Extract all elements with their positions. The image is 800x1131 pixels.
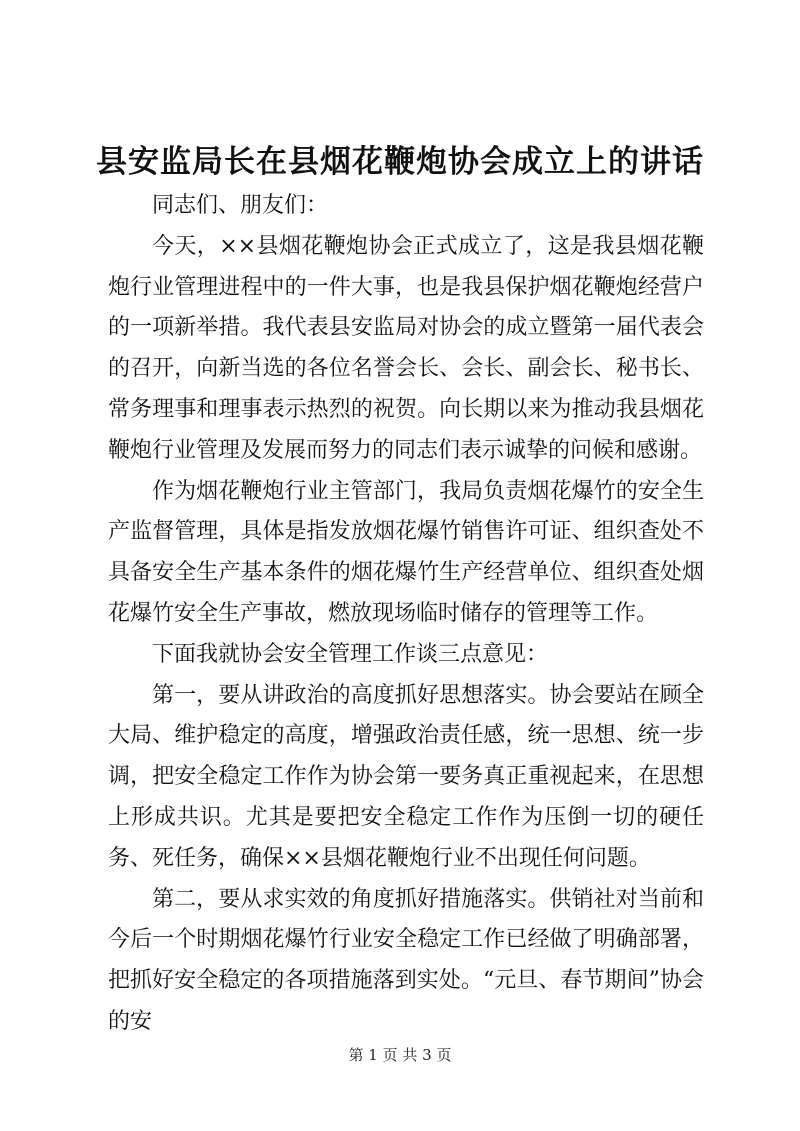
page-footer: 第 1 页 共 3 页: [348, 1046, 452, 1064]
paragraph-responsibility: 作为烟花鞭炮行业主管部门，我局负责烟花爆竹的安全生产监督管理，具体是指发放烟花爆竹销售许可证、组织查处不具备安全生产基本条件的烟花爆竹生产经营单位、组织查处烟花爆竹安全生产事故，燃放现场临时储存的管理等工作。: [108, 478, 704, 626]
paragraph-salutation: 同志们、朋友们：: [152, 193, 329, 218]
document-title: 县安监局长在县烟花鞭炮协会成立上的讲话: [96, 144, 704, 180]
paragraph-intro-points: 下面我就协会安全管理工作谈三点意见：: [152, 641, 549, 667]
paragraph-point-one: 第一，要从讲政治的高度抓好思想落实。协会要站在顾全大局、维护稳定的高度，增强政治责任感，统一思想、统一步调，把安全稳定工作作为协会第一要务真正重视起来，在思想上形成共识。尤其是要把安全稳定工作作为压倒一切的硬任务、死任务，确保××县烟花鞭炮行业不出现任何问题。: [108, 682, 704, 871]
paragraph-opening: 今天，××县烟花鞭炮协会正式成立了，这是我县烟花鞭炮行业管理进程中的一件大事，也是我县保护烟花鞭炮经营户的一项新举措。我代表县安监局对协会的成立暨第一届代表会的召开，向新当选的各位名誉会长、会长、副会长、秘书长、常务理事和理事表示热烈的祝贺。向长期以来为推动我县烟花鞭炮行业管理及发展而努力的同志们表示诚挚的问候和感谢。: [108, 233, 704, 463]
paragraph-point-two: 第二，要从求实效的角度抓好措施落实。供销社对当前和今后一个时期烟花爆竹行业安全稳定工作已经做了明确部署，把抓好安全稳定的各项措施落到实处。“元旦、春节期间”协会的安: [108, 886, 704, 1034]
document-body: [108, 186, 704, 1043]
